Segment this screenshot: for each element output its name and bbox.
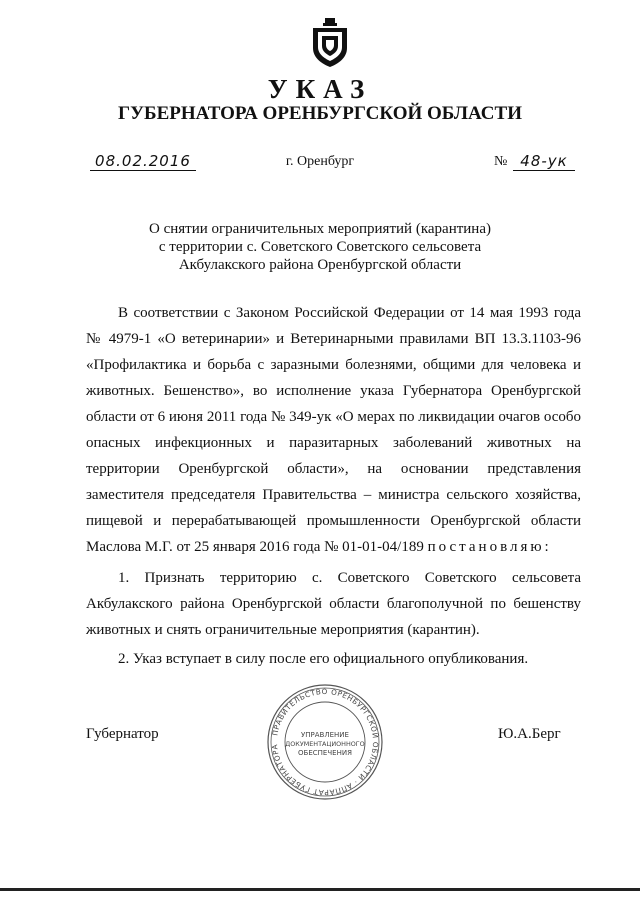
number-sign: № <box>494 154 508 169</box>
preamble-line: заместителя председателя Правительства – министра сельского хозяйства, <box>86 487 581 503</box>
document-city: г. Оренбург <box>285 154 355 169</box>
preamble-final-text: Маслова М.Г. от 25 января 2016 года № 01-01-04/189 <box>86 539 424 555</box>
official-stamp <box>266 683 384 801</box>
item-1-line: животных и снять ограничительные мероприятия (карантин). <box>86 622 480 638</box>
document-number: 48-ук <box>513 152 575 171</box>
stamp-outer-text: ПРАВИТЕЛЬСТВО ОРЕНБУРГСКОЙ ОБЛАСТИ · АППАРАТ ГУБЕРНАТОРА <box>269 686 381 798</box>
preamble-line: области от 6 июня 2011 года № 349-ук «О мерах по ликвидации очагов особо <box>86 409 581 425</box>
preamble-line: опасных инфекционных и паразитарных заболеваний животных на <box>86 435 581 451</box>
item-1-line: 1. Признать территорию с. Советского Советского сельсовета <box>118 570 581 586</box>
title-line: О снятии ограничительных мероприятий (карантина) <box>149 221 491 237</box>
stamp-inner-line: ОБЕСПЕЧЕНИЯ <box>298 749 352 757</box>
decree-word: постановляю: <box>427 539 552 555</box>
preamble-line: животных. Бешенство», во исполнение указа Губернатора Оренбургской <box>86 383 581 399</box>
preamble-line: № 4979-1 «О ветеринарии» и Ветеринарными правилами ВП 13.3.1103-96 <box>86 331 581 347</box>
preamble-line: пищевой и перерабатывающей промышленности Оренбургской области <box>86 513 581 529</box>
title-line: Акбулакского района Оренбургской области <box>178 257 462 273</box>
item-1-line: Акбулакского района Оренбургской области благополучной по бешенству <box>86 596 581 612</box>
title-line: с территории с. Советского Советского сельсовета <box>158 239 482 255</box>
stamp-inner-line: ДОКУМЕНТАЦИОННОГО <box>285 740 365 748</box>
preamble-line: «Профилактика и борьба с заразными болезнями, общими для человека и <box>86 357 581 373</box>
document-type-heading: УКАЗ <box>267 74 373 104</box>
preamble-line: территории Оренбургской области», на основании представления <box>86 461 581 477</box>
preamble-final-line <box>86 539 581 556</box>
document-date: 08.02.2016 <box>90 152 196 171</box>
bottom-scan-edge <box>0 888 640 891</box>
item-2-line: 2. Указ вступает в силу после его официального опубликования. <box>118 651 529 667</box>
issuer-heading: ГУБЕРНАТОРА ОРЕНБУРГСКОЙ ОБЛАСТИ <box>118 103 522 124</box>
coat-of-arms-icon <box>310 18 350 68</box>
stamp-inner-line: УПРАВЛЕНИЕ <box>301 731 349 739</box>
preamble-line: В соответствии с Законом Российской Федерации от 14 мая 1993 года <box>118 305 581 321</box>
signatory-position: Губернатор <box>86 726 159 742</box>
signatory-name: Ю.А.Берг <box>498 726 561 742</box>
